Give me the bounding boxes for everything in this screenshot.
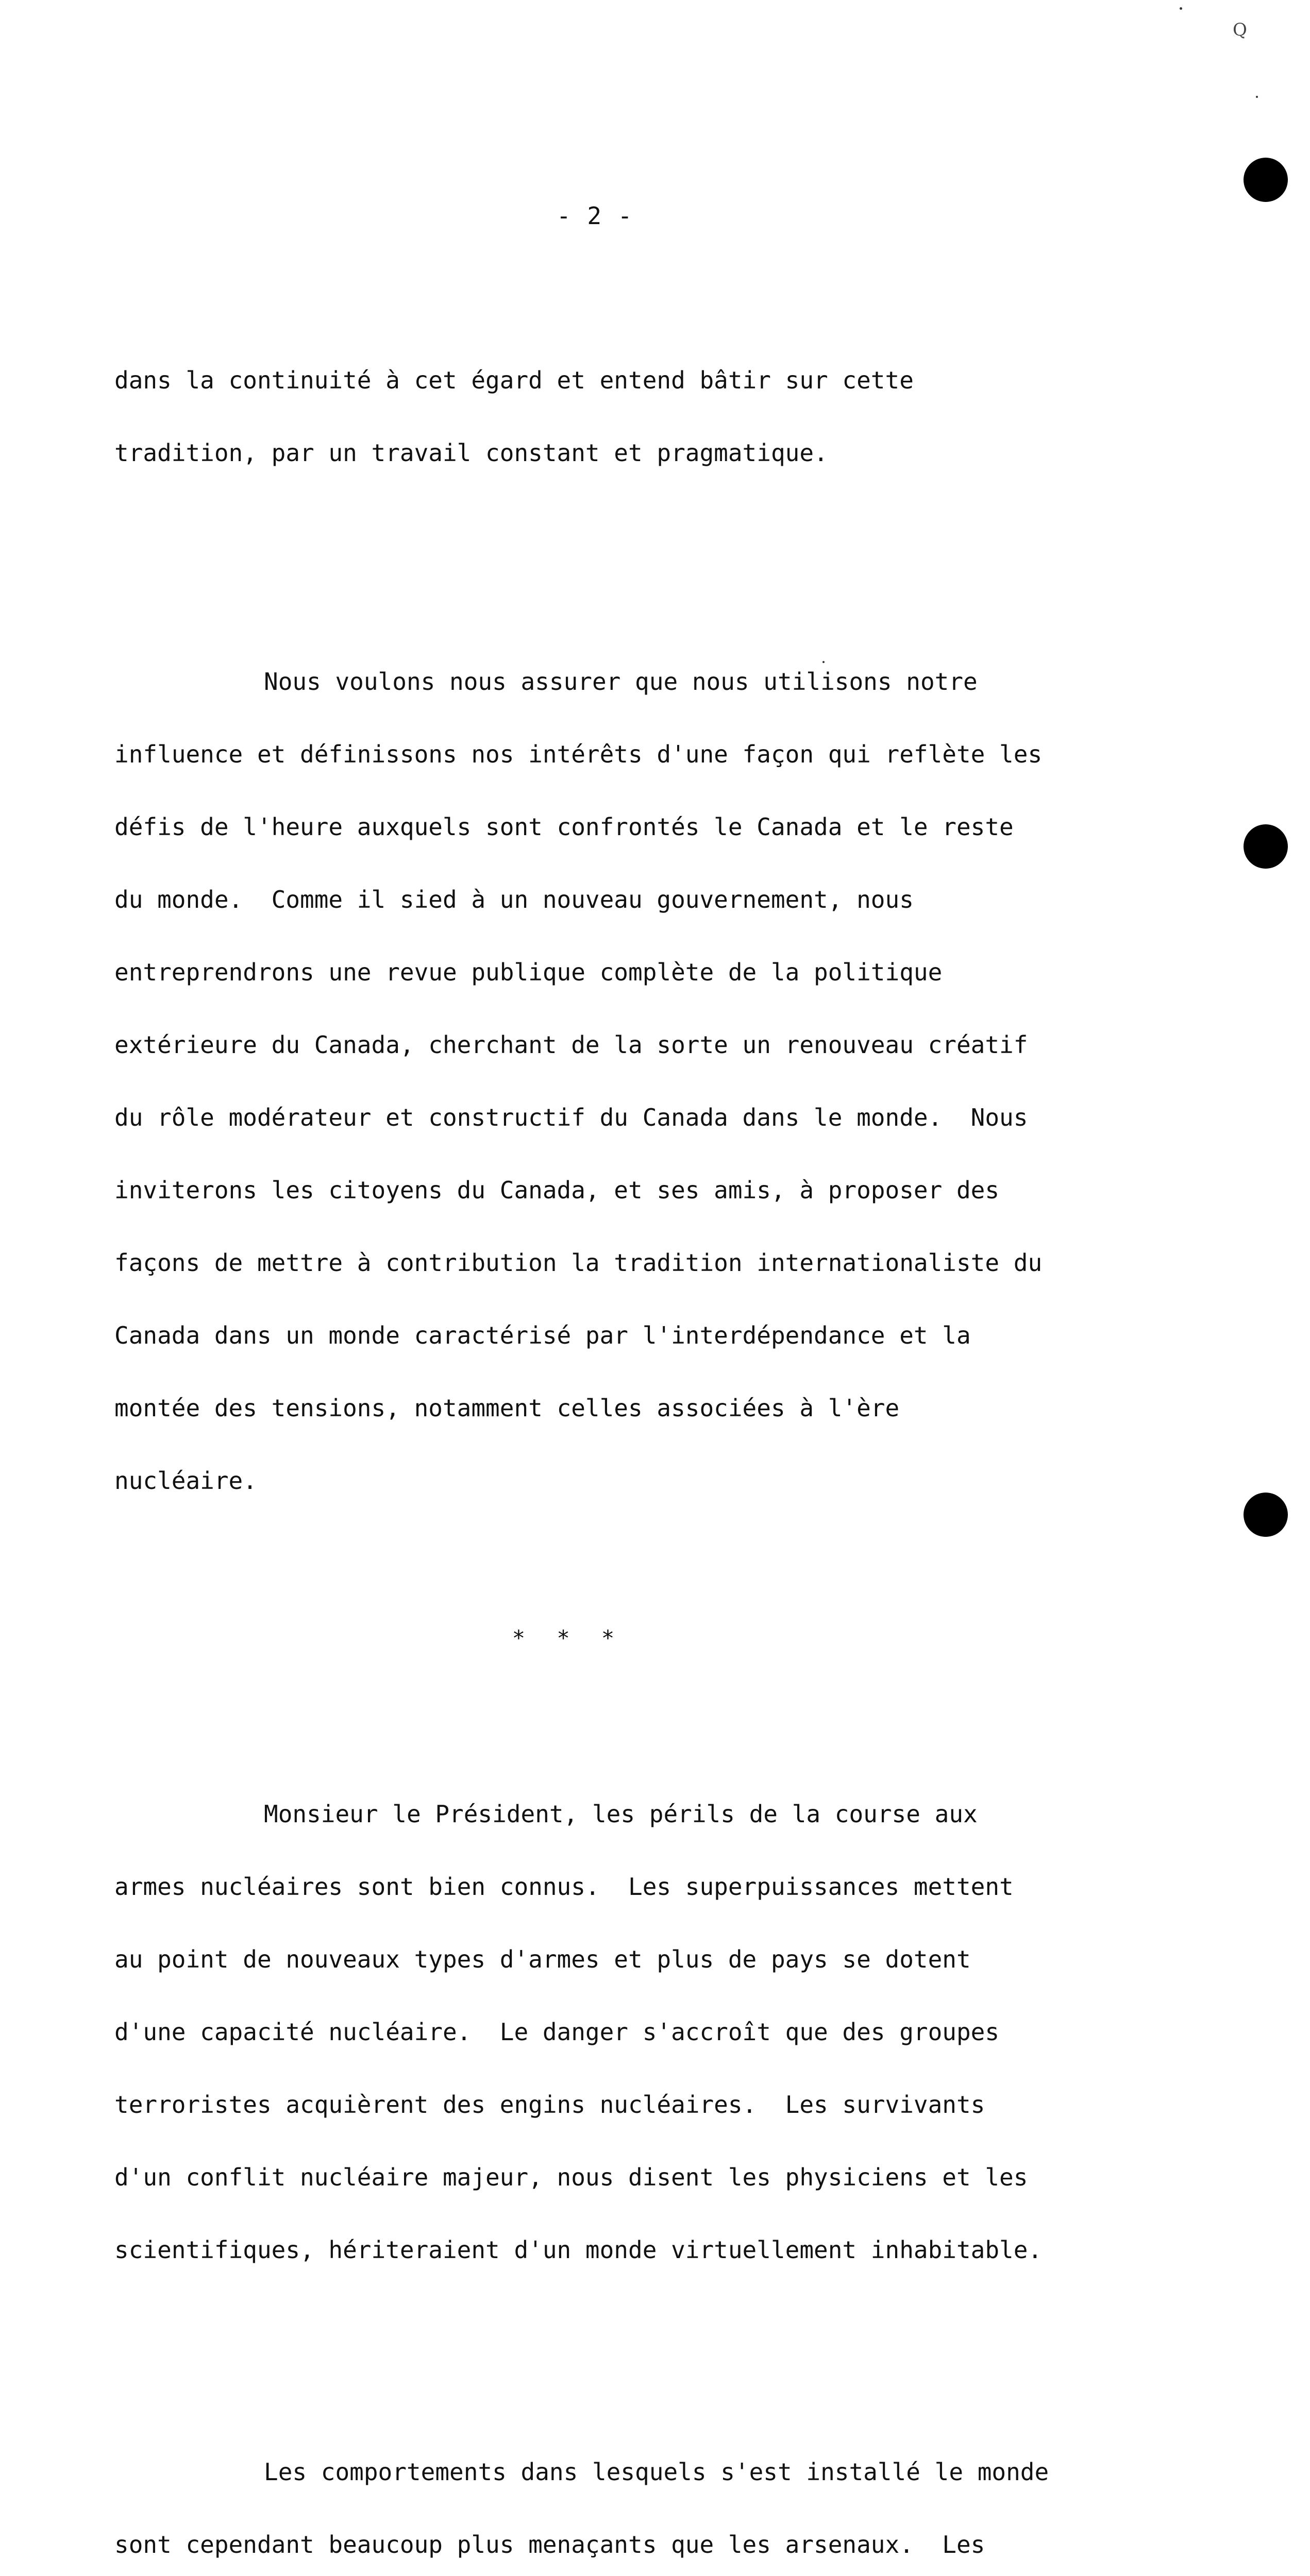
text-line: d'une capacité nucléaire. Le danger s'accroît que des groupes [114, 2018, 1000, 2046]
text-line: armes nucléaires sont bien connus. Les superpuissances mettent [114, 1873, 1014, 1901]
paragraph-2 [114, 621, 1135, 1541]
punch-hole-top [1244, 158, 1288, 202]
paragraph-1 [114, 320, 1135, 514]
punch-hole-middle [1244, 824, 1288, 869]
text-line: influence et définissons nos intérêts d'une façon qui reflète les [114, 740, 1043, 768]
text-line: montée des tensions, notamment celles associées à l'ère [114, 1394, 900, 1422]
text-line: nucléaire. [114, 1467, 257, 1495]
text-line: entreprendrons une revue publique complète de la politique [114, 958, 943, 986]
document-body [114, 247, 1135, 2576]
page-number: - 2 - [557, 202, 633, 230]
text-line: inviterons les citoyens du Canada, et ses amis, à proposer des [114, 1176, 1000, 1204]
text-line: défis de l'heure auxquels sont confrontés le Canada et le reste [114, 813, 1014, 841]
text-line: tradition, par un travail constant et pragmatique. [114, 439, 828, 467]
text-line: dans la continuité à cet égard et entend bâtir sur cette [114, 366, 914, 394]
corner-mark: Q [1233, 20, 1247, 40]
text-line: façons de mettre à contribution la tradition internationaliste du [114, 1249, 1043, 1277]
scan-speck [1180, 7, 1182, 10]
text-line: au point de nouveaux types d'armes et plus de pays se dotent [114, 1945, 971, 1973]
text-line: Nous voulons nous assurer que nous utilisons notre [264, 668, 978, 696]
text-line: sont cependant beaucoup plus menaçants que les arsenaux. Les [114, 2531, 985, 2558]
text-line: scientifiques, hériteraient d'un monde virtuellement inhabitable. [114, 2236, 1043, 2264]
text-line: Monsieur le Président, les périls de la course aux [264, 1800, 978, 1828]
punch-hole-bottom [1244, 1493, 1288, 1537]
text-line: d'un conflit nucléaire majeur, nous disent les physiciens et les [114, 2163, 1028, 2191]
paragraph-4 [114, 2412, 1135, 2576]
paragraph-3 [114, 1754, 1135, 2311]
scan-speck [1256, 96, 1258, 98]
text-line: extérieure du Canada, cherchant de la sorte un renouveau créatif [114, 1031, 1028, 1059]
text-line: Canada dans un monde caractérisé par l'interdépendance et la [114, 1321, 971, 1349]
text-line: Les comportements dans lesquels s'est installé le monde [264, 2458, 1049, 2486]
text-line: terroristes acquièrent des engins nucléaires. Les survivants [114, 2091, 985, 2119]
text-line: du rôle modérateur et constructif du Canada dans le monde. Nous [114, 1104, 1028, 1131]
text-line: du monde. Comme il sied à un nouveau gouvernement, nous [114, 886, 914, 913]
section-separator: * * * [512, 1625, 624, 1651]
